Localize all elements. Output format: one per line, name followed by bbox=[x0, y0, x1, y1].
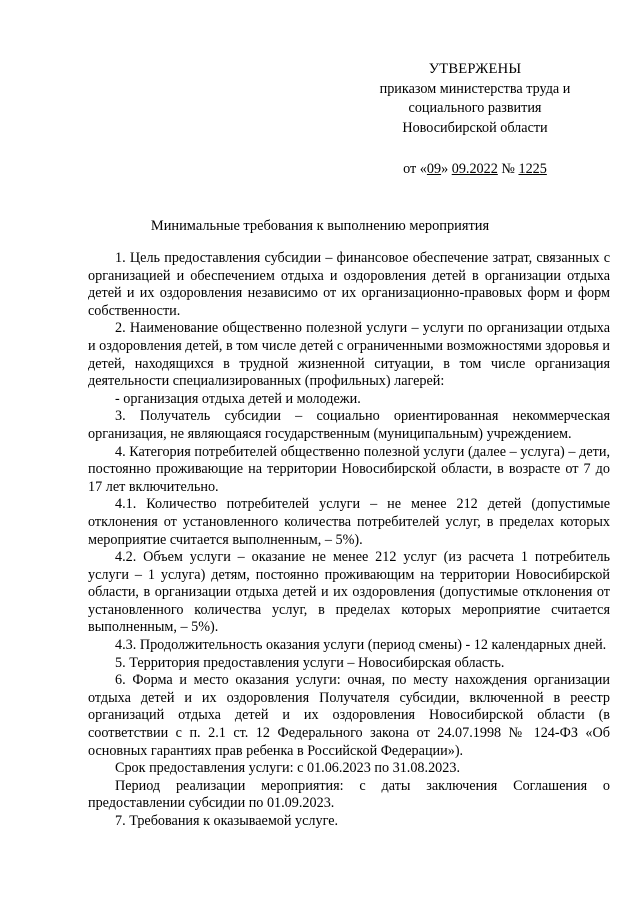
approval-block bbox=[360, 60, 590, 180]
date-month-year: 09.2022 bbox=[451, 161, 498, 177]
paragraph-form-place: 6. Форма и место оказания услуги: очная, по месту нахождения организации отдыха детей и их оздоровления Получателя субсидии, включенной в реестр организаций отдыха детей и их оздоровления Новосибирской области (в соответствии с п. 2.1 ст. 12 Федерального закона от 24.07.1998 № 124-ФЗ «Об основных гарантиях прав ребенка в Российской Федерации»). bbox=[88, 672, 610, 759]
approval-line-region: Новосибирской области bbox=[402, 119, 548, 136]
date-day: 09 bbox=[426, 161, 442, 177]
document-title: Минимальные требования к выполнению мероприятия bbox=[150, 218, 490, 234]
approval-line-order: приказом министерства труда и bbox=[379, 80, 571, 97]
paragraph-service-volume: 4.2. Объем услуги – оказание не менее 212 услуг (из расчета 1 потребитель услуги – 1 услуга) детям, постоянно проживающим на территории Новосибирской области, в организации отдыха детей и их оздоровления (допустимые отклонения от установленного количества услуг, в пределах которых мероприятие считается выполненным, – 5%). bbox=[88, 549, 610, 636]
date-separator: » bbox=[441, 161, 452, 177]
approval-title: УТВЕРЖЕНЫ bbox=[428, 61, 522, 77]
paragraph-purpose: 1. Цель предоставления субсидии – финансовое обеспечение затрат, связанных с организацией и обеспечением отдыха и оздоровления детей в организации отдыха детей и их оздоровления независимо от их организационно-правовых форм и форм собственности. bbox=[88, 250, 610, 319]
date-prefix: от « bbox=[403, 161, 427, 177]
paragraph-consumer-category: 4. Категория потребителей общественно полезной услуги (далее – услуга) – дети, постоянно проживающие на территории Новосибирской области, в возрасте от 7 до 17 лет включительно. bbox=[88, 443, 610, 495]
paragraph-service-item: - организация отдыха детей и молодежи. bbox=[115, 390, 361, 407]
paragraph-recipient: 3. Получатель субсидии – социально ориентированная некоммерческая организация, не являющаяся государственным (муниципальным) учреждением. bbox=[88, 408, 610, 442]
paragraph-service-name: 2. Наименование общественно полезной услуги – услуги по организации отдыха и оздоровления детей, в том числе детей с ограниченными возможностями здоровья и детей, находящихся в трудной жизненной ситуации, в том числе организация деятельности специализированных (профильных) лагерей: bbox=[88, 320, 610, 390]
paragraph-territory: 5. Территория предоставления услуги – Новосибирская область. bbox=[115, 654, 505, 671]
number-sign: № bbox=[497, 161, 519, 177]
order-number: 1225 bbox=[518, 161, 547, 177]
approval-line-ministry: социального развития bbox=[408, 100, 542, 116]
paragraph-duration: 4.3. Продолжительность оказания услуги (период смены) - 12 календарных дней. bbox=[115, 637, 607, 654]
paragraph-implementation-period: Период реализации мероприятия: с даты заключения Соглашения о предоставлении субсидии по 01.09.2023. bbox=[88, 777, 610, 812]
paragraph-consumer-count: 4.1. Количество потребителей услуги – не менее 212 детей (допустимые отклонения от установленного количества потребителей услуг, в пределах которых мероприятие считается выполненным, – 5%). bbox=[88, 496, 610, 548]
paragraph-service-period: Срок предоставления услуги: с 01.06.2023 по 31.08.2023. bbox=[115, 760, 460, 777]
document-body bbox=[88, 250, 610, 831]
paragraph-requirements: 7. Требования к оказываемой услуге. bbox=[115, 813, 339, 829]
approval-date-line bbox=[360, 160, 590, 180]
